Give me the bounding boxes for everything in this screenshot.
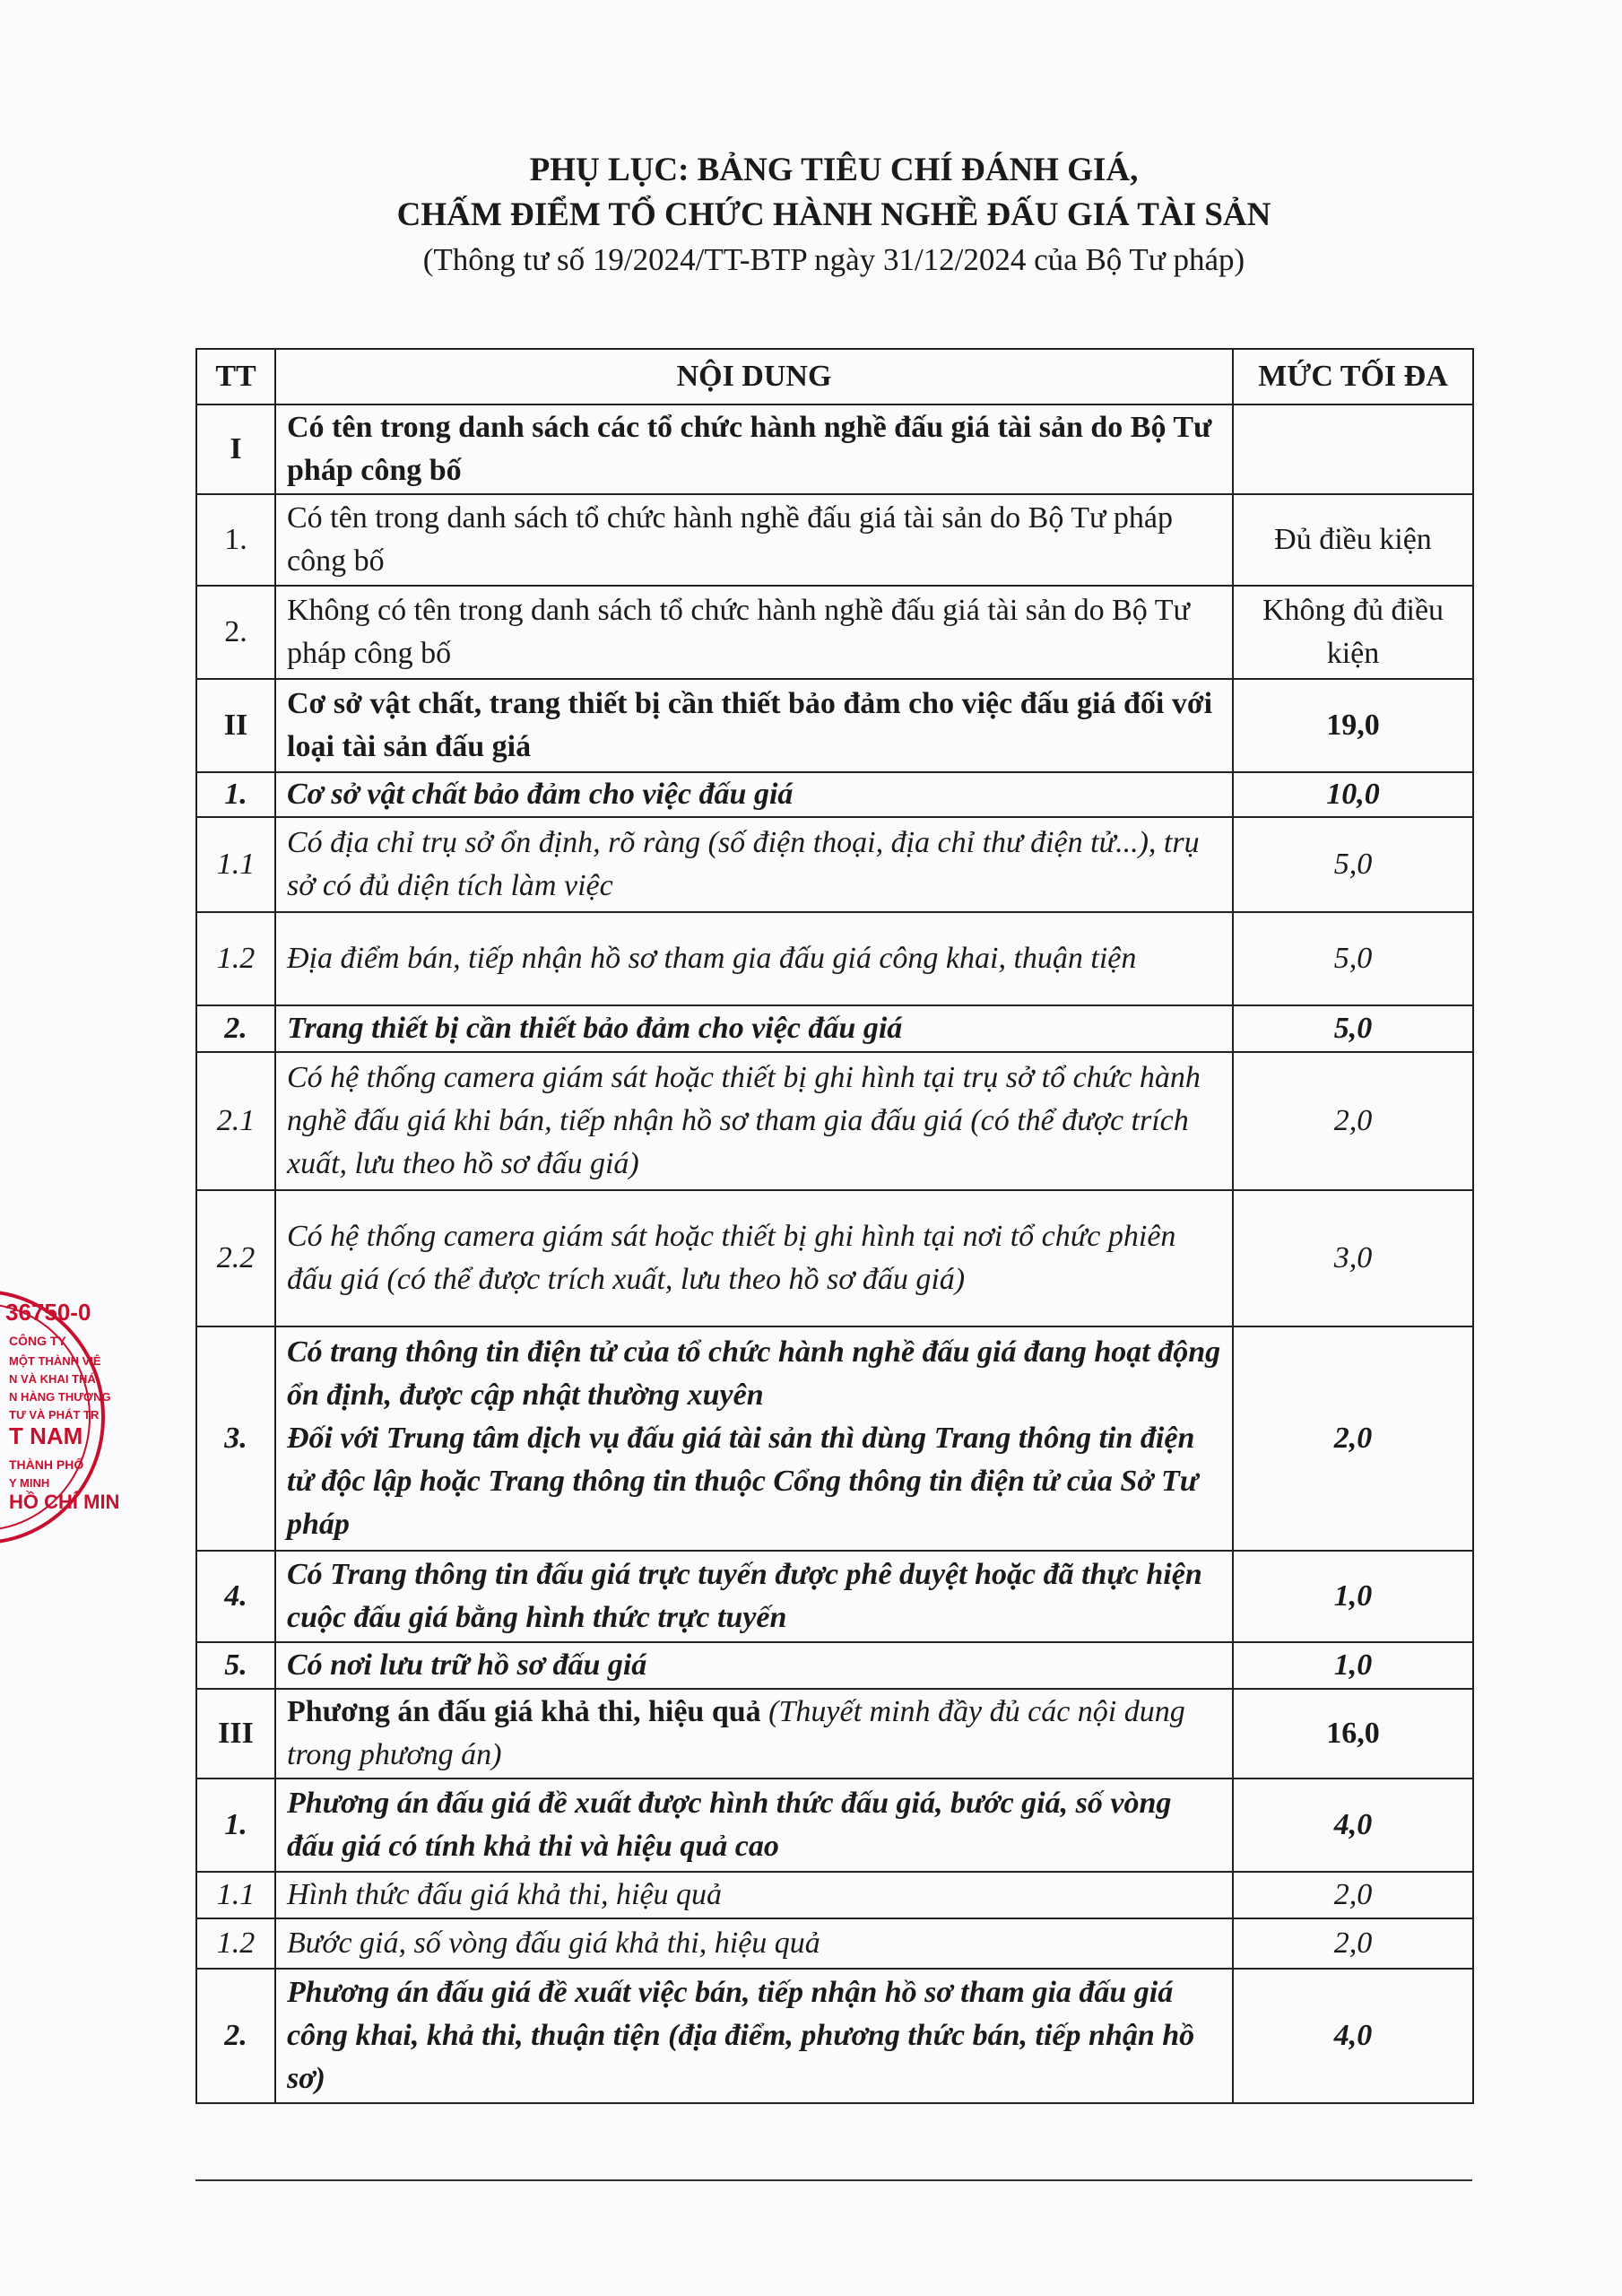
row-max: 1,0 [1233, 1551, 1473, 1642]
row-content-note: (Thuyết minh đầy đủ các nội dung trong phương án) [287, 1695, 1185, 1771]
row-max: 19,0 [1233, 679, 1473, 772]
table-row [196, 817, 1473, 912]
row-content: Bước giá, số vòng đấu giá khả thi, hiệu quả [275, 1918, 1233, 1969]
seal-text-line: TƯ VÀ PHÁT TR [9, 1408, 100, 1422]
row-content [275, 1326, 1233, 1551]
row-max: 2,0 [1233, 1918, 1473, 1969]
seal-text-line: N HÀNG THƯƠNG [9, 1390, 111, 1404]
row-tt: 1. [196, 494, 275, 586]
row-content: Có Trang thông tin đấu giá trực tuyến được phê duyệt hoặc đã thực hiện cuộc đấu giá bằng hình thức trực tuyến [275, 1551, 1233, 1642]
row-tt: 5. [196, 1642, 275, 1689]
row-content: Cơ sở vật chất bảo đảm cho việc đấu giá [275, 772, 1233, 817]
row-content: Không có tên trong danh sách tổ chức hành nghề đấu giá tài sản do Bộ Tư pháp công bố [275, 586, 1233, 679]
row-tt: II [196, 679, 275, 772]
table-row [196, 1689, 1473, 1779]
row-content: Có địa chỉ trụ sở ổn định, rõ ràng (số điện thoại, địa chỉ thư điện tử...), trụ sở có đủ diện tích làm việc [275, 817, 1233, 912]
header-max: MỨC TỐI ĐA [1233, 349, 1473, 404]
row-content: Hình thức đấu giá khả thi, hiệu quả [275, 1872, 1233, 1918]
row-tt: III [196, 1689, 275, 1779]
seal-text-line: T NAM [9, 1422, 83, 1449]
row-max: 1,0 [1233, 1642, 1473, 1689]
row-tt: 1. [196, 1779, 275, 1872]
criteria-table [195, 348, 1474, 2104]
company-seal-stamp [0, 1283, 120, 1552]
row-max: 10,0 [1233, 772, 1473, 817]
table-row [196, 1190, 1473, 1326]
table-row [196, 1779, 1473, 1872]
table-row [196, 1642, 1473, 1689]
heading-line-2: CHẤM ĐIỂM TỔ CHỨC HÀNH NGHỀ ĐẤU GIÁ TÀI SẢN [396, 196, 1271, 233]
table-row [196, 1052, 1473, 1190]
table-row [196, 494, 1473, 586]
row-tt: 1.2 [196, 1918, 275, 1969]
row-max: 4,0 [1233, 1969, 1473, 2103]
row-max: 16,0 [1233, 1689, 1473, 1779]
row-tt: 2.1 [196, 1052, 275, 1190]
row-tt: 2. [196, 1969, 275, 2103]
seal-text-line: N VÀ KHAI THÁ [9, 1372, 96, 1386]
seal-text-line: Y MINH [9, 1476, 50, 1490]
row-tt: 2. [196, 1005, 275, 1052]
table-row [196, 772, 1473, 817]
row-content-line-1: Có trang thông tin điện tử của tổ chức hành nghề đấu giá đang hoạt động ổn định, được cập nhật thường xuyên [287, 1335, 1221, 1412]
row-tt: 3. [196, 1326, 275, 1551]
row-content: Có tên trong danh sách tổ chức hành nghề đấu giá tài sản do Bộ Tư pháp công bố [275, 494, 1233, 586]
row-max: Không đủ điều kiện [1233, 586, 1473, 679]
row-max: 5,0 [1233, 1005, 1473, 1052]
row-content: Có tên trong danh sách các tổ chức hành nghề đấu giá tài sản do Bộ Tư pháp công bố [275, 404, 1233, 494]
header-tt: TT [196, 349, 275, 404]
row-tt: I [196, 404, 275, 494]
table-row [196, 1918, 1473, 1969]
table-row [196, 1969, 1473, 2103]
document-heading [193, 148, 1475, 283]
row-max: 3,0 [1233, 1190, 1473, 1326]
row-max: 2,0 [1233, 1326, 1473, 1551]
table-header-row [196, 349, 1473, 404]
row-tt: 4. [196, 1551, 275, 1642]
row-max: Đủ điều kiện [1233, 494, 1473, 586]
row-max: 4,0 [1233, 1779, 1473, 1872]
row-content [275, 1689, 1233, 1779]
seal-text-line: HỒ CHÍ MIN [9, 1491, 120, 1513]
header-content: NỘI DUNG [275, 349, 1233, 404]
footer-rule [195, 2179, 1472, 2181]
row-max: 5,0 [1233, 817, 1473, 912]
row-max: 5,0 [1233, 912, 1473, 1005]
row-content: Địa điểm bán, tiếp nhận hồ sơ tham gia đấu giá công khai, thuận tiện [275, 912, 1233, 1005]
seal-text-line: THÀNH PHỐ [9, 1457, 84, 1472]
row-content-main: Phương án đấu giá khả thi, hiệu quả [287, 1695, 761, 1728]
row-tt: 2.2 [196, 1190, 275, 1326]
row-content: Cơ sở vật chất, trang thiết bị cần thiết bảo đảm cho việc đấu giá đối với loại tài sản đấu giá [275, 679, 1233, 772]
row-max: 2,0 [1233, 1052, 1473, 1190]
row-content-line-2: Đối với Trung tâm dịch vụ đấu giá tài sản thì dùng Trang thông tin điện tử độc lập hoặc Trang thông tin thuộc Cổng thông tin điện tử của Sở Tư pháp [287, 1422, 1199, 1541]
table-row [196, 912, 1473, 1005]
table-row [196, 1005, 1473, 1052]
row-tt: 1.1 [196, 1872, 275, 1918]
row-content: Có hệ thống camera giám sát hoặc thiết bị ghi hình tại trụ sở tổ chức hành nghề đấu giá khi bán, tiếp nhận hồ sơ tham gia đấu giá (có thể được trích xuất, lưu theo hồ sơ đấu giá) [275, 1052, 1233, 1190]
row-max [1233, 404, 1473, 494]
table-row [196, 1872, 1473, 1918]
table-row [196, 1326, 1473, 1551]
row-content: Phương án đấu giá đề xuất được hình thức đấu giá, bước giá, số vòng đấu giá có tính khả thi và hiệu quả cao [275, 1779, 1233, 1872]
row-tt: 1.1 [196, 817, 275, 912]
row-tt: 1. [196, 772, 275, 817]
row-content: Có nơi lưu trữ hồ sơ đấu giá [275, 1642, 1233, 1689]
row-tt: 1.2 [196, 912, 275, 1005]
table-row [196, 679, 1473, 772]
seal-text-line: MỘT THÀNH VIÊ [9, 1354, 101, 1368]
row-max: 2,0 [1233, 1872, 1473, 1918]
table-row [196, 586, 1473, 679]
row-content: Có hệ thống camera giám sát hoặc thiết bị ghi hình tại nơi tổ chức phiên đấu giá (có thể được trích xuất, lưu theo hồ sơ đấu giá) [275, 1190, 1233, 1326]
row-tt: 2. [196, 586, 275, 679]
seal-text-line: 36750-0 [5, 1299, 91, 1326]
row-content: Phương án đấu giá đề xuất việc bán, tiếp nhận hồ sơ tham gia đấu giá công khai, khả thi, thuận tiện (địa điểm, phương thức bán, tiếp nhận hồ sơ) [275, 1969, 1233, 2103]
row-content: Trang thiết bị cần thiết bảo đảm cho việc đấu giá [275, 1005, 1233, 1052]
heading-line-1: PHỤ LỤC: BẢNG TIÊU CHÍ ĐÁNH GIÁ, [529, 152, 1139, 188]
table-row [196, 1551, 1473, 1642]
heading-line-3: (Thông tư số 19/2024/TT-BTP ngày 31/12/2024 của Bộ Tư pháp) [422, 242, 1245, 277]
seal-text-line: CÔNG TY [9, 1334, 66, 1348]
table-row [196, 404, 1473, 494]
